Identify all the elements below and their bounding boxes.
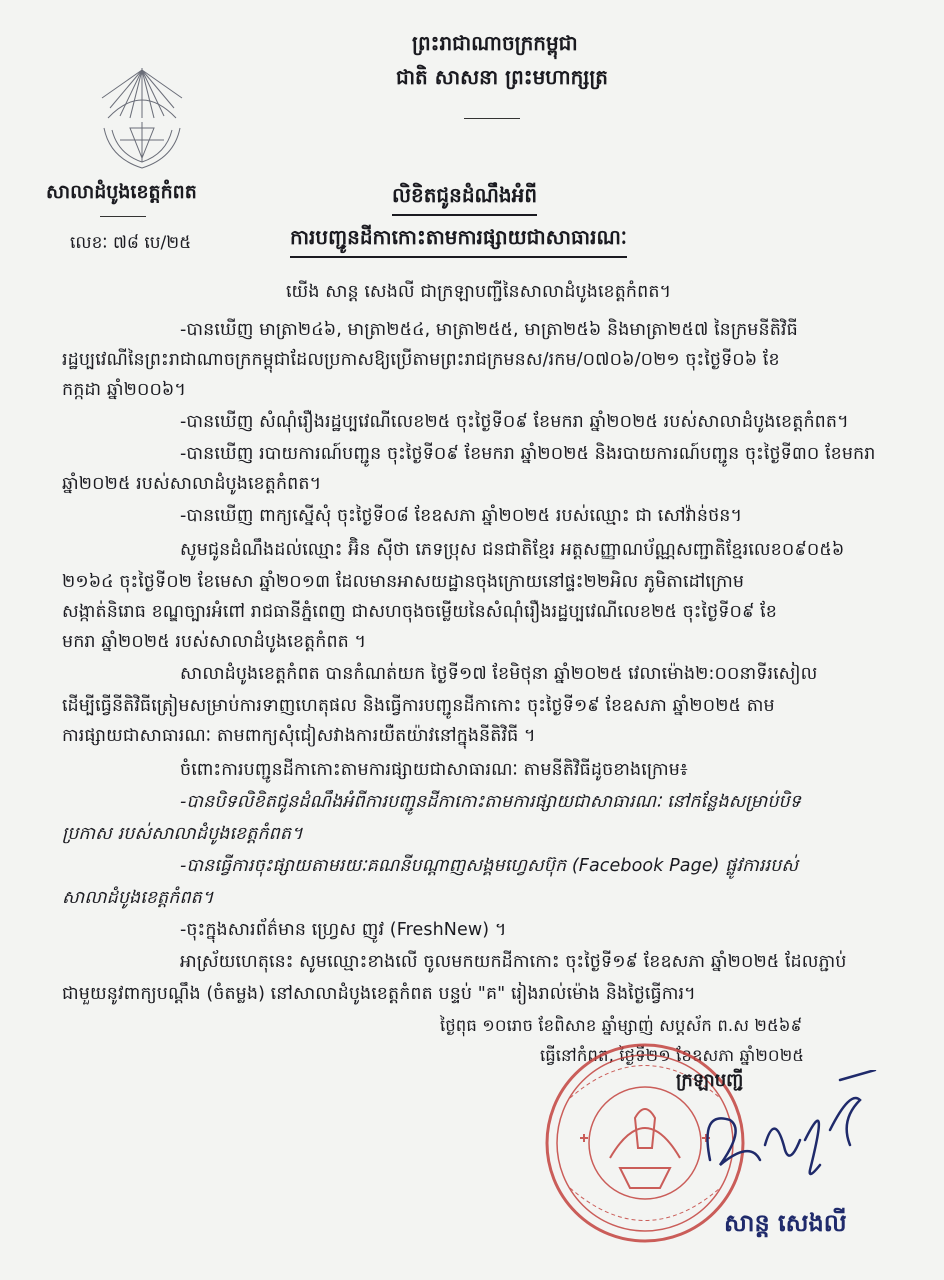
motto-header: ជាតិ សាសនា ព្រះមហាក្សត្រ (396, 65, 608, 89)
p8-line-2: ប្រកាស របស់សាលាដំបូងខេត្តកំពត។ (62, 824, 303, 844)
p6-line-2: ដើម្បីធ្វើនីតិវិធីត្រៀមសម្រាប់ការទាញហេតុផល និងធ្វើការបញ្ជូនដីកាកោះ ចុះថ្ងៃទី១៩ ខែឧសភា ឆ្នាំ២០២៥ តាម (62, 696, 775, 716)
document-title: លិខិតជូនដំណឹងអំពី (392, 182, 537, 216)
p11-line-1: អាស្រ័យហេតុនេះ សូមឈ្មោះខាងលើ ចូលមកយកដីកាកោះ ចុះថ្ងៃទី១៩ ខែឧសភា ឆ្នាំ២០២៥ ដែលភ្ជាប់ (180, 952, 847, 972)
p7-line: ចំពោះការបញ្ជូនដីកាកោះតាមការផ្សាយជាសាធារណៈ តាមនីតិវិធីដូចខាងក្រោម៖ (180, 760, 688, 780)
p6-line-3: ការផ្សាយជាសាធារណៈ តាមពាក្យសុំជៀសវាងការយឺតយ៉ាវនៅក្នុងនីតិវិធី ។ (62, 726, 536, 746)
p1-line-2: រដ្ឋប្បវេណីនៃព្រះរាជាណាចក្រកម្ពុជាដែលប្រកាសឱ្យប្រើតាមព្រះរាជក្រមនស/រកម/០៧០៦/០២១ ចុះថ្ងៃទី០៦ ខែ (62, 350, 780, 370)
p10-line: -ចុះក្នុងសារព័ត៌មាន ហ្វ្រេស ញូវ (FreshNew) ។ (180, 920, 507, 940)
p1-line-1: -បានឃើញ មាត្រា២៤៦, មាត្រា២៥៤, មាត្រា២៥៥, មាត្រា២៥៦ និងមាត្រា២៥៧ នៃក្រមនីតិវិធី (180, 320, 798, 340)
reference-number: លេខៈ ៧៨ បេ/២៥ (70, 233, 192, 253)
intro-line: យើង សាន្ត សេងលី ជាក្រឡាបញ្ជីនៃសាលាដំបូងខេត្តកំពត។ (286, 282, 672, 302)
lunar-date: ថ្ងៃពុធ ១០រោច ខែពិសាខ ឆ្នាំម្សាញ់ សប្តស័ក ព.ស ២៥៦៩ (440, 1016, 803, 1035)
p5-line-3: សង្កាត់និរោធ ខណ្ឌច្បារអំពៅ រាជធានីភ្នំពេញ ជាសហចុងចម្លើយនៃសំណុំរឿងរដ្ឋប្បវេណីលេខ២៥ ចុះថ្ងៃទី០៩ ខែ (62, 602, 777, 622)
signer-name: សាន្ត សេងលី (724, 1209, 847, 1237)
signature-icon (690, 1070, 880, 1190)
p11-line-2: ជាមួយនូវពាក្យបណ្តឹង (ចំតម្លង) នៅសាលាដំបូងខេត្តកំពត បន្ទប់ "គ" រៀងរាល់ម៉ោង និងថ្ងៃធ្វើការ។ (62, 984, 696, 1004)
p3-line-1: -បានឃើញ របាយការណ៍បញ្ជូន ចុះថ្ងៃទី០៩ ខែមករា ឆ្នាំ២០២៥ និងរបាយការណ៍បញ្ជូន ចុះថ្ងៃទី៣០ ខែមករា (180, 444, 876, 464)
p9-line-2: សាលាដំបូងខេត្តកំពត។ (62, 888, 214, 908)
p2-line: -បានឃើញ សំណុំរឿងរដ្ឋប្បវេណីលេខ២៥ ចុះថ្ងៃទី០៩ ខែមករា ឆ្នាំ២០២៥ របស់សាលាដំបូងខេត្តកំពត។ (180, 412, 849, 432)
court-name: សាលាដំបូងខេត្តកំពត (46, 181, 197, 203)
document-subtitle: ការបញ្ជូនដីកាកោះតាមការផ្សាយជាសាធារណៈ (290, 224, 627, 258)
registrar-title: ក្រឡាបញ្ជី (676, 1070, 744, 1091)
p1-line-3: កក្កដា ឆ្នាំ២០០៦។ (62, 380, 187, 400)
p9-line-1: -បានធ្វើការចុះផ្សាយតាមរយៈគណនីបណ្តាញសង្គមហ្វេសប៊ុក (Facebook Page) ផ្លូវការរបស់ (180, 856, 799, 876)
p6-line-1: សាលាដំបូងខេត្តកំពត បានកំណត់យក ថ្ងៃទី១៧ ខែមិថុនា ឆ្នាំ២០២៥ វេលាម៉ោង២:០០នាទីរសៀល (180, 664, 818, 684)
header-divider (464, 118, 520, 119)
p5-line-1: សូមជូនដំណឹងដល់ឈ្មោះ អ៊ិន ស៊ីថា ភេទប្រុស ជនជាតិខ្មែរ អត្តសញ្ញាណប័ណ្ណសញ្ជាតិខ្មែរលេខ០៩០៥៦ (180, 540, 845, 560)
court-divider (100, 216, 146, 217)
p3-line-2: ឆ្នាំ២០២៥ របស់សាលាដំបូងខេត្តកំពត។ (62, 474, 322, 494)
solar-date: ធ្វើនៅកំពត, ថ្ងៃទី២១ ខែឧសភា ឆ្នាំ២០២៥ (540, 1046, 805, 1065)
p5-line-4: មករា ឆ្នាំ២០២៥ របស់សាលាដំបូងខេត្តកំពត ។ (62, 632, 367, 652)
kingdom-header: ព្រះរាជាណាចក្រកម្ពុជា (412, 31, 578, 55)
p4-line: -បានឃើញ ពាក្យស្នើសុំ ចុះថ្ងៃទី០៨ ខែឧសភា ឆ្នាំ២០២៥ របស់ឈ្មោះ ជា សៅវ៉ាន់ថន។ (180, 506, 743, 526)
p8-line-1: -បានបិទលិខិតជូនដំណឹងអំពីការបញ្ជូនដីកាកោះតាមការផ្សាយជាសាធារណៈ នៅកន្លែងសម្រាប់បិទ (180, 792, 801, 812)
court-emblem-icon (90, 58, 194, 176)
p5-line-2: ២១៦៤ ចុះថ្ងៃទី០២ ខែមេសា ឆ្នាំ២០១៣ ដែលមានអាសយដ្ឋានចុងក្រោយនៅផ្ទះ២២អិល ភូមិតាដៅក្រោម (62, 572, 745, 592)
